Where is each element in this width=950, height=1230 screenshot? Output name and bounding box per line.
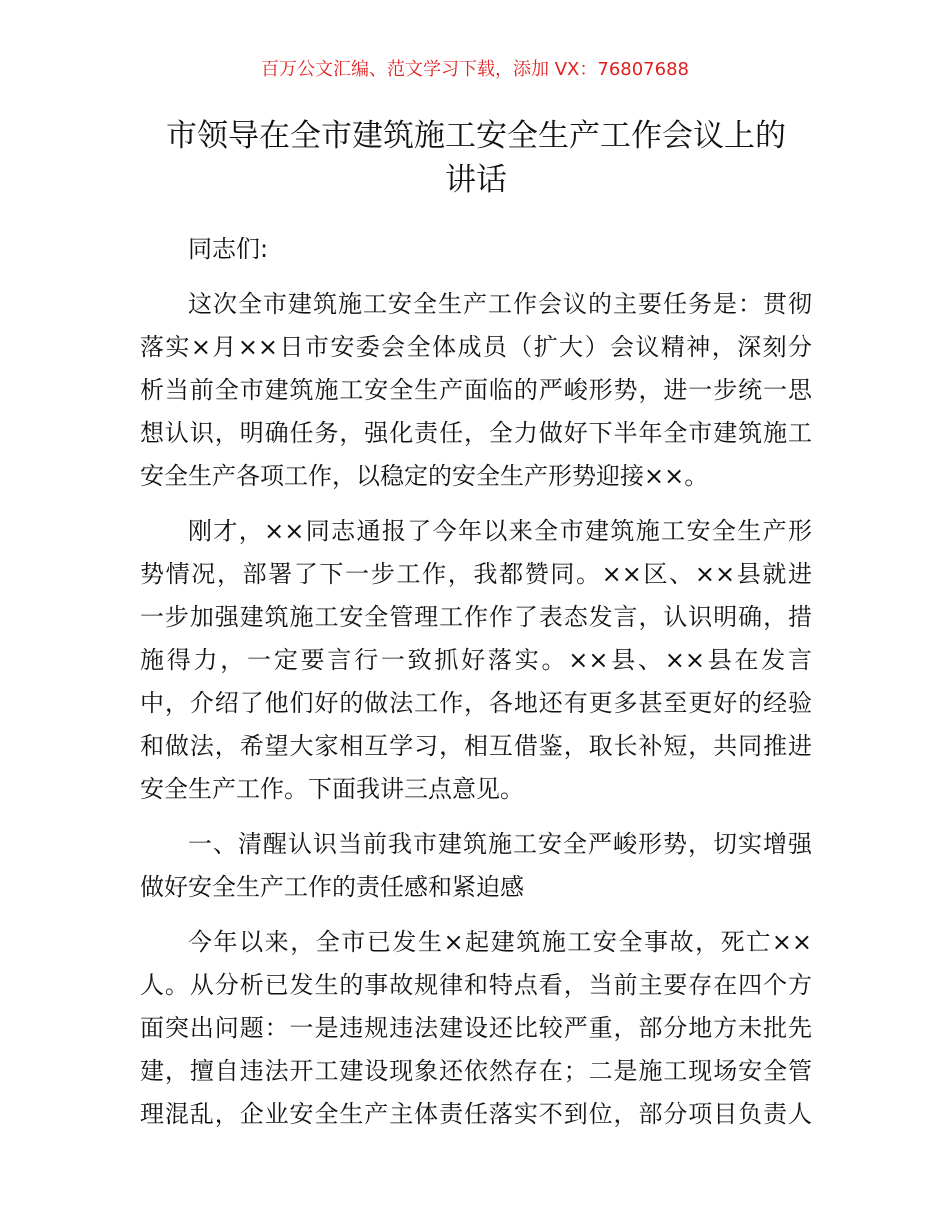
text-line: 中，介绍了他们好的做法工作，各地还有更多甚至更好的经验 — [140, 689, 812, 717]
text-line: 落实×月××日市安委会全体成员（扩大）会议精神，深刻分 — [140, 333, 812, 361]
text-line: 人。从分析已发生的事故规律和特点看，当前主要存在四个方 — [140, 971, 812, 999]
text-line: 一、清醒认识当前我市建筑施工安全严峻形势，切实增强 — [188, 830, 812, 858]
text-line: 施得力，一定要言行一致抓好落实。××县、××县在发言 — [140, 646, 812, 674]
text-line: 安全生产各项工作，以稳定的安全生产形势迎接××。 — [140, 462, 709, 490]
document-title — [140, 114, 812, 202]
paragraph — [140, 921, 812, 1136]
text-line: 刚才，××同志通报了今年以来全市建筑施工安全生产形 — [188, 517, 812, 545]
text-line: 这次全市建筑施工安全生产工作会议的主要任务是：贯彻 — [188, 290, 812, 318]
paragraph — [140, 510, 812, 811]
text-line: 势情况，部署了下一步工作，我都赞同。××区、××县就进 — [140, 560, 812, 588]
paragraph — [140, 823, 812, 909]
text-line: 和做法，希望大家相互学习，相互借鉴，取长补短，共同推进 — [140, 732, 812, 760]
paragraph — [140, 228, 812, 271]
text-line: 今年以来，全市已发生×起建筑施工安全事故，死亡×× — [188, 928, 812, 956]
title-line: 讲话 — [445, 162, 507, 198]
text-line: 面突出问题：一是违规违法建设还比较严重，部分地方未批先 — [140, 1014, 812, 1042]
text-line: 安全生产工作。下面我讲三点意见。 — [140, 775, 524, 803]
text-line: 同志们: — [188, 235, 269, 263]
text-line: 理混乱，企业安全生产主体责任落实不到位，部分项目负责人 — [140, 1100, 812, 1128]
text-line: 一步加强建筑施工安全管理工作作了表态发言，认识明确，措 — [140, 603, 812, 631]
text-line: 建，擅自违法开工建设现象还依然存在；二是施工现场安全管 — [140, 1057, 812, 1085]
text-line: 析当前全市建筑施工安全生产面临的严峻形势，进一步统一思 — [140, 376, 812, 404]
text-line: 想认识，明确任务，强化责任，全力做好下半年全市建筑施工 — [140, 419, 812, 447]
watermark-header: 百万公文汇编、范文学习下载，添加 VX：76807688 — [261, 59, 689, 80]
text-line: 做好安全生产工作的责任感和紧迫感 — [140, 873, 524, 901]
paragraph — [140, 283, 812, 498]
document-body — [140, 228, 812, 1148]
title-line: 市领导在全市建筑施工安全生产工作会议上的 — [166, 118, 786, 154]
